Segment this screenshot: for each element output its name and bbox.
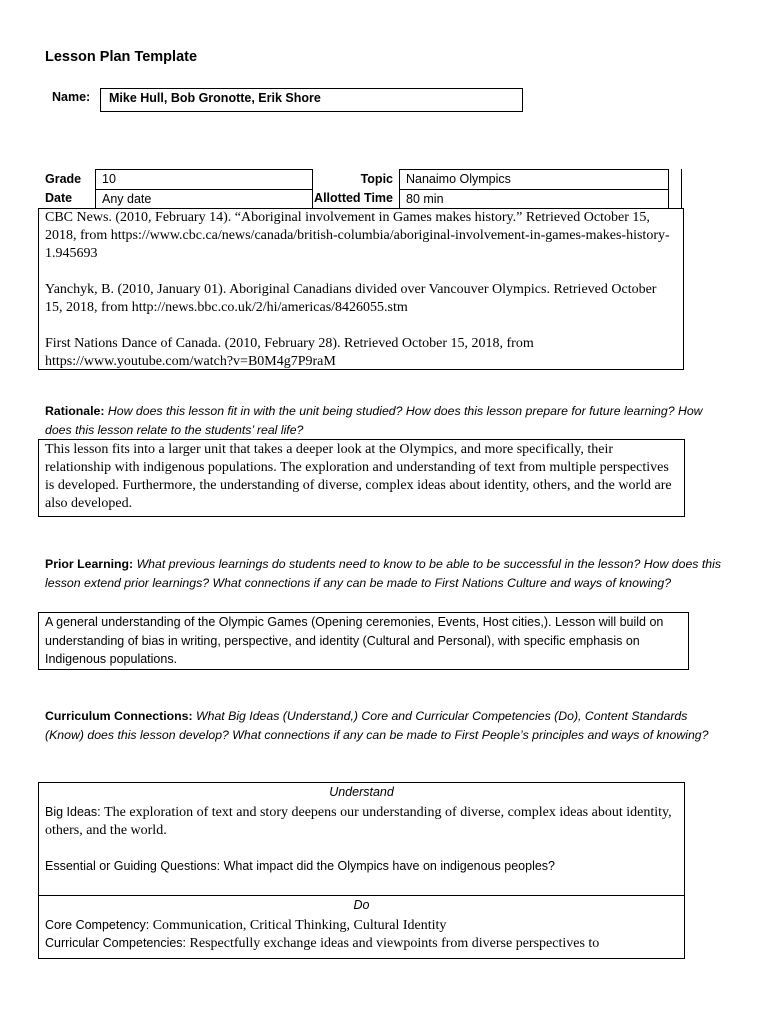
curricular-competencies-label: Curricular Competencies: bbox=[45, 936, 187, 950]
rationale-label: Rationale: bbox=[45, 404, 105, 418]
topic-cell bbox=[399, 169, 669, 189]
core-competency-text: Communication, Critical Thinking, Cultural Identity bbox=[152, 918, 447, 933]
big-ideas-label: Big Ideas: bbox=[45, 805, 101, 819]
core-competency bbox=[45, 916, 680, 935]
page-title: Lesson Plan Template bbox=[45, 49, 198, 65]
name-value: Mike Hull, Bob Gronotte, Erik Shore bbox=[109, 91, 321, 105]
curriculum-label: Curriculum Connections: bbox=[45, 709, 193, 723]
rationale-prompt: How does this lesson fit in with the unit being studied? How does this lesson prepare for future learning? How does this lesson relate to the students’ real life? bbox=[45, 404, 703, 437]
rationale-text: This lesson fits into a larger unit that takes a deeper look at the Olympics, and more specifically, their relationship with indigenous populations. The exploration and understanding of text from multiple perspectives is developed. Furthermore, the understanding of diverse, complex ideas about identity, others, and the world are also developed. bbox=[45, 442, 672, 511]
grade-label: Grade bbox=[45, 172, 82, 186]
curriculum-prompt: What Big Ideas (Understand,) Core and Curricular Competencies (Do), Content Standards (Know) does this lesson develop? What connections if any can be made to First People’s principles and ways of knowing? bbox=[45, 709, 709, 742]
allotted-time-value: 80 min bbox=[406, 192, 444, 206]
name-label: Name: bbox=[52, 90, 91, 104]
name-field bbox=[100, 88, 523, 112]
prior-learning-label: Prior Learning: bbox=[45, 557, 134, 571]
table-divider bbox=[39, 895, 684, 896]
table-edge-line bbox=[681, 169, 682, 209]
curriculum-heading bbox=[45, 707, 725, 744]
allotted-time-cell bbox=[399, 189, 669, 209]
big-ideas-text: The exploration of text and story deepens our understanding of diverse, complex ideas about identity, others, and the world. bbox=[45, 805, 672, 838]
do-heading: Do bbox=[353, 898, 370, 912]
prior-learning-box bbox=[38, 612, 689, 670]
curricular-competencies bbox=[45, 934, 680, 953]
reference-item: Yanchyk, B. (2010, January 01). Aboriginal Canadians divided over Vancouver Olympics. Retrieved October 15, 2018, from http://news.bbc.co.uk/2/hi/americas/8426055.stm bbox=[45, 282, 657, 315]
topic-label: Topic bbox=[360, 172, 393, 186]
reference-item: CBC News. (2010, February 14). “Aboriginal involvement in Games makes history.” Retrieved October 15, 2018, from https://www.cbc.ca/news/canada/british-columbia/aboriginal-involvement-in-games-makes-history-1.945693 bbox=[45, 210, 670, 261]
grade-value: 10 bbox=[102, 172, 116, 186]
allotted-time-label: Allotted Time bbox=[314, 191, 393, 205]
big-ideas bbox=[45, 803, 675, 840]
date-label: Date bbox=[45, 191, 73, 205]
prior-learning-prompt: What previous learnings do students need to know to be able to be successful in the lesson? How does this lesson extend prior learnings? What connections if any can be made to First Nations Culture and ways of knowing? bbox=[45, 557, 722, 590]
reference-item: First Nations Dance of Canada. (2010, February 28). Retrieved October 15, 2018, from https://www.youtube.com/watch?v=B0M4g7P9raM bbox=[45, 336, 534, 369]
core-competency-label: Core Competency: bbox=[45, 918, 150, 932]
curriculum-table bbox=[38, 782, 685, 959]
rationale-box bbox=[38, 439, 685, 517]
prior-learning-heading bbox=[45, 555, 730, 592]
rationale-heading bbox=[45, 402, 725, 439]
curricular-competencies-text: Respectfully exchange ideas and viewpoints from diverse perspectives to bbox=[189, 936, 600, 951]
prior-learning-text: A general understanding of the Olympic Games (Opening ceremonies, Events, Host cities,). Lesson will build on understanding of bias in writing, perspective, and identity (Cultural and Personal), with specific emphasis on Indigenous populations. bbox=[45, 615, 664, 666]
essential-question: Essential or Guiding Questions: What impact did the Olympics have on indigenous peoples? bbox=[45, 859, 556, 873]
date-cell bbox=[95, 189, 313, 209]
topic-value: Nanaimo Olympics bbox=[406, 172, 511, 186]
understand-heading: Understand bbox=[329, 785, 394, 799]
date-value: Any date bbox=[102, 192, 152, 206]
grade-cell bbox=[95, 169, 313, 189]
references-box bbox=[38, 208, 684, 370]
